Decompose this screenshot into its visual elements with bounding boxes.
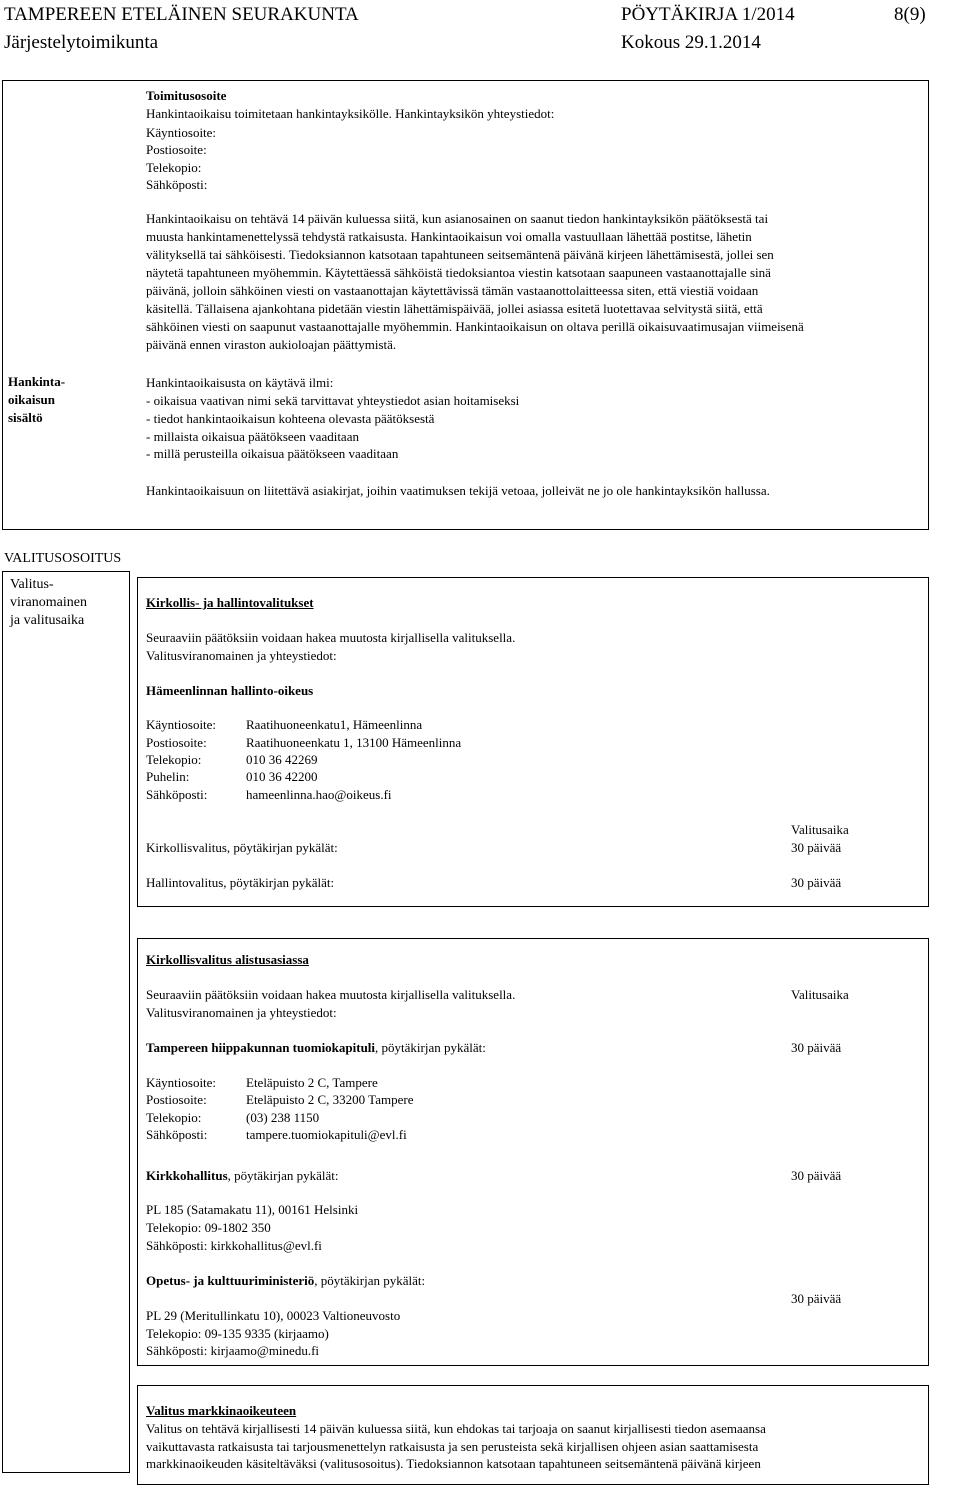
s1-email-label: Sähköposti: [146, 787, 208, 802]
delivery-visit: Käyntiosoite: [146, 125, 217, 140]
s2-post-label: Postiosoite: [146, 1092, 207, 1107]
appeal-side-box [2, 571, 130, 1473]
page-number: 8(9) [894, 4, 926, 25]
delivery-paragraph-line: välityksellä tai sähköisesti. Tiedoksiannon katsotaan tapahtuneen seitsemäntenä päivänä kirjeen lähettämisestä, jollei sen [146, 247, 774, 262]
s2-visit-label: Käyntiosoite: [146, 1075, 217, 1090]
delivery-paragraph-line: päivänä ennen viraston aukioloajan päättymistä. [146, 337, 397, 352]
s2-ministry-period: 30 päivää [791, 1291, 842, 1306]
s2-email-label: Sähköposti: [146, 1127, 208, 1142]
appeal-side-label-3: ja valitusaika [10, 613, 85, 628]
s1-church-appeal-label: Kirkollisvalitus, pöytäkirjan pykälät: [146, 840, 338, 855]
s1-church-appeal-period: 30 päivää [791, 840, 842, 855]
appeal-heading: VALITUSOSOITUS [4, 551, 122, 566]
content-side-label-3: sisältö [8, 410, 43, 425]
s1-email-value: hameenlinna.hao@oikeus.fi [246, 787, 392, 802]
content-attachments: Hankintaoikaisuun on liitettävä asiakirjat, joihin vaatimuksen tekijä vetoaa, jolleivät ne jo ole hankintayksikön hallussa. [146, 483, 770, 498]
delivery-title: Toimitusosoite [146, 88, 227, 103]
s3-line: vaikuttavasta ratkaisusta tai tarjousmenettelyn ratkaisusta ja sen perusteista sekä kirjallisen ohjeen asian saattamisesta [146, 1439, 759, 1454]
delivery-paragraph-line: sähköinen viesti on saapunut vastaanottajalle myöhemmin. Hankintaoikaisun on oltava perillä oikaisuvaatimusajan viimeisenä [146, 319, 804, 334]
doc-title: PÖYTÄKIRJA 1/2014 [621, 4, 795, 25]
delivery-paragraph-line: päivänä, jolloin sähköinen viesti on vastaanottajan käytettävissä tämän vastaanottolaitteessa siten, että viestiä voidaan [146, 283, 759, 298]
s2-kh-line [146, 1167, 338, 1184]
s2-ministry-email: Sähköposti: kirjaamo@minedu.fi [146, 1343, 320, 1358]
delivery-paragraph-line: käsitellä. Tällaisena ajankohtana pidetään viestin lähettämispäivää, jollei asiassa esitetä luotettavaa selvitystä siitä, että [146, 301, 763, 316]
s2-fax-value: (03) 238 1150 [246, 1110, 320, 1125]
s2-post-value: Eteläpuisto 2 C, 33200 Tampere [246, 1092, 414, 1107]
s3-title: Valitus markkinaoikeuteen [146, 1403, 297, 1418]
meeting-date: Kokous 29.1.2014 [621, 32, 761, 53]
s2-kh-period: 30 päivää [791, 1168, 842, 1183]
delivery-paragraph-line: näytetä tapahtuneen myöhemmin. Käytettäessä sähköistä tiedoksiantoa viestin katsotaan saapuneen vastaanottajalle sinä [146, 265, 771, 280]
content-side-label-1: Hankinta- [8, 374, 66, 389]
s1-contacts-label: Valitusviranomainen ja yhteystiedot: [146, 648, 337, 663]
s2-ministry-address: PL 29 (Meritullinkatu 10), 00023 Valtioneuvosto [146, 1308, 401, 1323]
delivery-paragraph-line: muusta hankintamenettelyssä tehdystä ratkaisusta. Hankintaoikaisun voi omalla vastuullaan lähettää postitse, lähetin [146, 229, 752, 244]
content-item: - tiedot hankintaoikaisun kohteena olevasta päätöksestä [146, 411, 435, 426]
s3-line: markkinaoikeuden käsiteltäväksi (valitusosoitus). Tiedoksiannon katsotaan tapahtuneen seitsemäntenä päivänä kirjeen [146, 1456, 761, 1471]
s2-chapter-period: 30 päivää [791, 1040, 842, 1055]
s2-kh-fax: Telekopio: 09-1802 350 [146, 1220, 271, 1235]
s1-intro: Seuraaviin päätöksiin voidaan hakea muutosta kirjallisella valituksella. [146, 630, 516, 645]
s1-admin-appeal-period: 30 päivää [791, 875, 842, 890]
s2-chapter-suffix: , pöytäkirjan pykälät: [375, 1040, 486, 1055]
content-item: - millaista oikaisua päätökseen vaaditaan [146, 429, 359, 444]
content-intro: Hankintaoikaisusta on käytävä ilmi: [146, 375, 334, 390]
s3-line: Valitus on tehtävä kirjallisesti 14 päivän kuluessa siitä, kun ehdokas tai tarjoaja on saanut kirjallisesti tiedon asemaansa [146, 1421, 766, 1436]
s2-ministry-suffix: , pöytäkirjan pykälät: [314, 1273, 426, 1288]
s2-title: Kirkollisvalitus alistusasiassa [146, 952, 309, 967]
s1-fax-label: Telekopio: [146, 752, 202, 767]
delivery-fax: Telekopio: [146, 160, 202, 175]
s2-kh-suffix: , pöytäkirjan pykälät: [227, 1168, 339, 1183]
s2-chapter-line [146, 1039, 486, 1056]
content-item: - oikaisua vaativan nimi sekä tarvittavat yhteystiedot asian hoitamiseksi [146, 393, 520, 408]
delivery-email: Sähköposti: [146, 177, 208, 192]
s2-contacts-label: Valitusviranomainen ja yhteystiedot: [146, 1005, 337, 1020]
s2-kh-email: Sähköposti: kirkkohallitus@evl.fi [146, 1238, 322, 1253]
s2-ministry-fax: Telekopio: 09-135 9335 (kirjaamo) [146, 1326, 329, 1341]
body-name: Järjestelytoimikunta [4, 32, 159, 53]
s1-court-name: Hämeenlinnan hallinto-oikeus [146, 683, 314, 698]
delivery-paragraph-line: Hankintaoikaisu on tehtävä 14 päivän kuluessa siitä, kun asianosainen on saanut tiedon hankintayksikön päätöksestä tai [146, 211, 769, 226]
appeal-side-label-2: viranomainen [10, 595, 87, 610]
s2-fax-label: Telekopio: [146, 1110, 202, 1125]
s1-title: Kirkollis- ja hallintovalitukset [146, 595, 314, 610]
s1-period-heading: Valitusaika [791, 822, 849, 837]
content-item: - millä perusteilla oikaisua päätökseen vaaditaan [146, 446, 399, 461]
s1-phone-value: 010 36 42200 [246, 769, 318, 784]
content-side-label-2: oikaisun [8, 392, 55, 407]
s2-kh-name: Kirkkohallitus [146, 1168, 228, 1183]
s2-kh-address: PL 185 (Satamakatu 11), 00161 Helsinki [146, 1202, 359, 1217]
s1-admin-appeal-label: Hallintovalitus, pöytäkirjan pykälät: [146, 875, 335, 890]
s1-fax-value: 010 36 42269 [246, 752, 318, 767]
s2-visit-value: Eteläpuisto 2 C, Tampere [246, 1075, 378, 1090]
s1-phone-label: Puhelin: [146, 769, 190, 784]
s1-post-value: Raatihuoneenkatu 1, 13100 Hämeenlinna [246, 735, 462, 750]
delivery-post: Postiosoite: [146, 142, 207, 157]
s2-email-value: tampere.tuomiokapituli@evl.fi [246, 1127, 407, 1142]
org-name: TAMPEREEN ETELÄINEN SEURAKUNTA [4, 4, 359, 25]
s2-chapter-name: Tampereen hiippakunnan tuomiokapituli [146, 1040, 376, 1055]
s1-post-label: Postiosoite: [146, 735, 207, 750]
s1-visit-value: Raatihuoneenkatu1, Hämeenlinna [246, 717, 423, 732]
appeal-side-label-1: Valitus- [10, 577, 54, 592]
s2-period-heading: Valitusaika [791, 987, 849, 1002]
s2-ministry-line [146, 1272, 425, 1289]
s2-intro: Seuraaviin päätöksiin voidaan hakea muutosta kirjallisella valituksella. [146, 987, 516, 1002]
s1-visit-label: Käyntiosoite: [146, 717, 217, 732]
s2-ministry-name: Opetus- ja kulttuuriministeriö [146, 1273, 315, 1288]
delivery-line: Hankintaoikaisu toimitetaan hankintayksikölle. Hankintayksikön yhteystiedot: [146, 106, 555, 121]
